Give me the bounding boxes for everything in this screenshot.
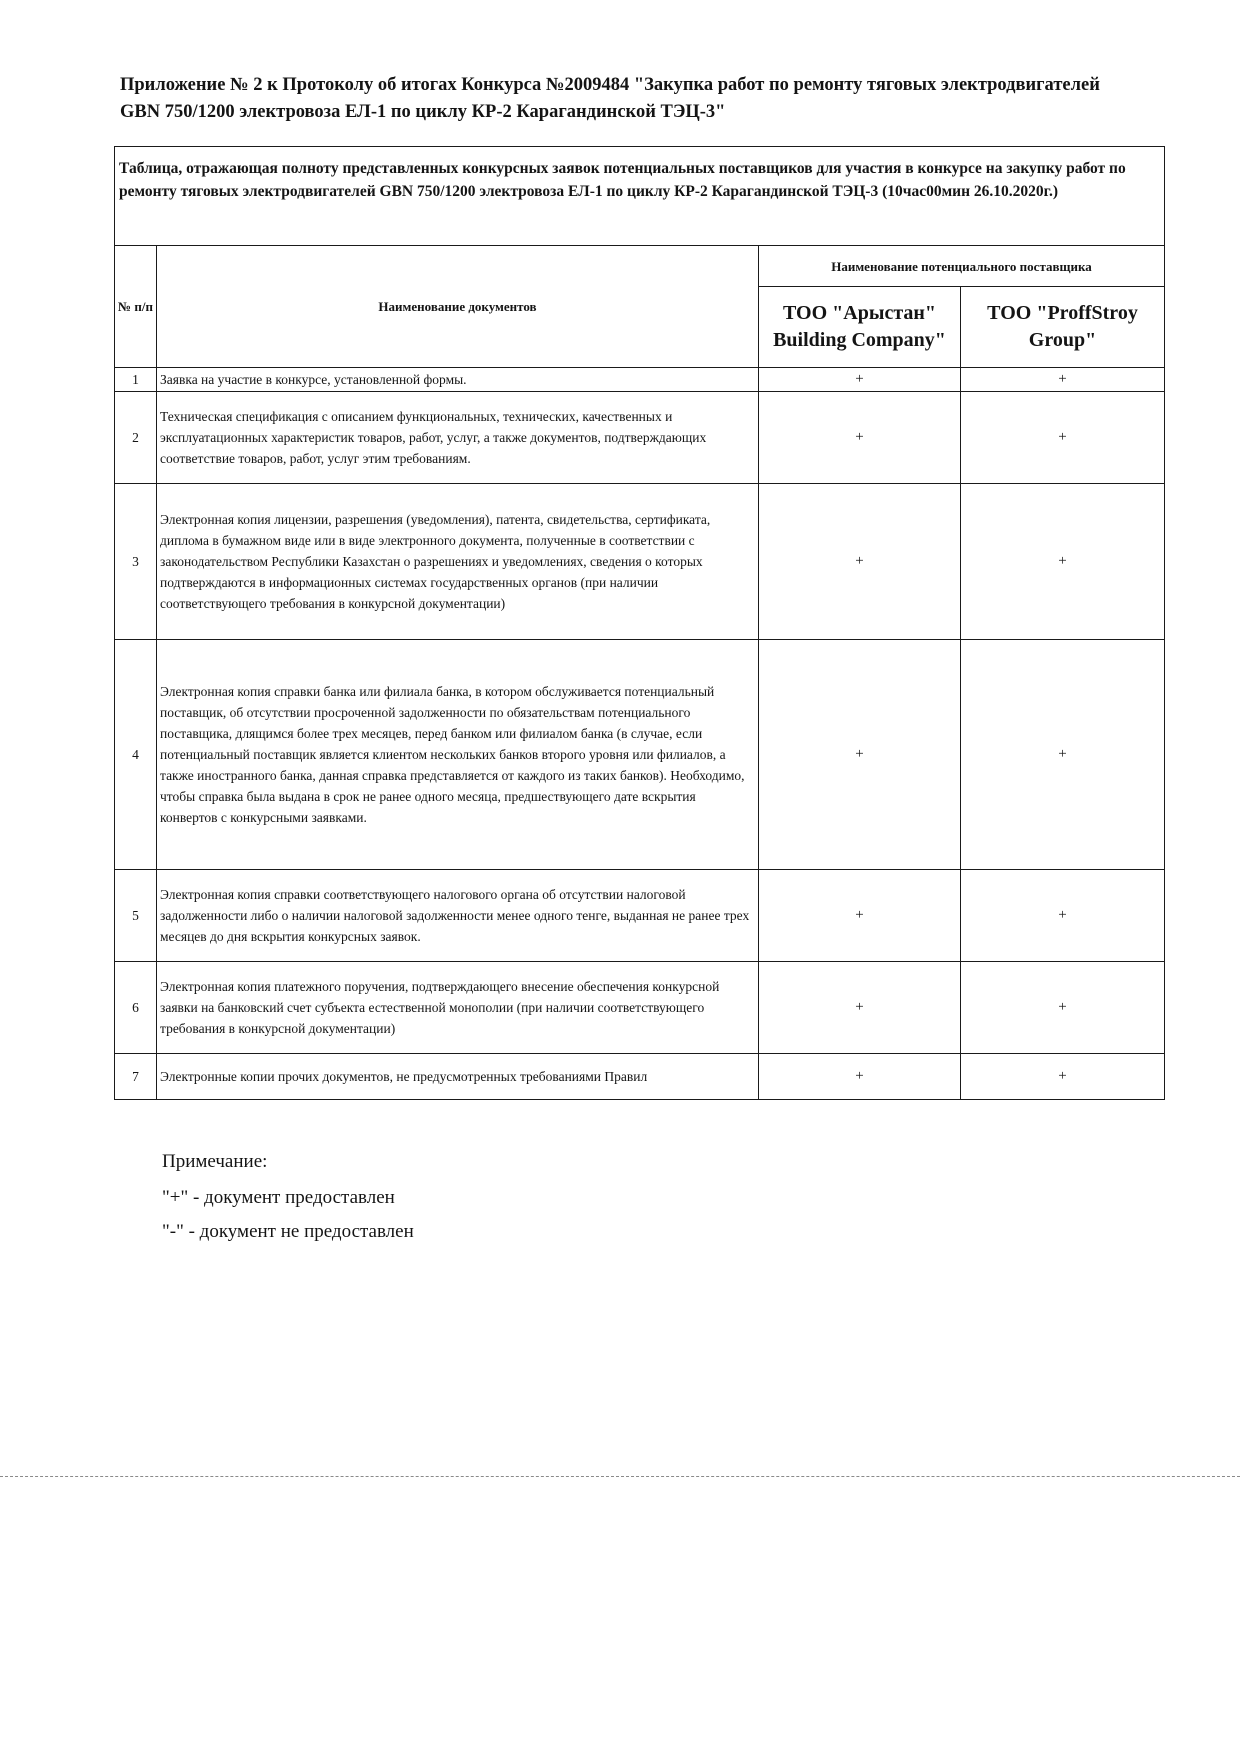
row-mark-supplier-2: +: [961, 484, 1165, 640]
row-mark-supplier-1: +: [759, 368, 961, 392]
row-mark-supplier-2: +: [961, 962, 1165, 1054]
table-row: [115, 368, 1165, 392]
note-minus-legend: "-" - документ не предоставлен: [162, 1221, 414, 1242]
column-header-number: № п/п: [115, 246, 157, 368]
column-header-supplier-2: ТОО "ProffStroy Group": [961, 287, 1165, 368]
row-number: 5: [115, 870, 157, 962]
row-mark-supplier-2: +: [961, 392, 1165, 484]
row-document-name: Заявка на участие в конкурсе, установленной формы.: [157, 368, 759, 392]
table-row: [115, 484, 1165, 640]
row-mark-supplier-1: +: [759, 870, 961, 962]
row-mark-supplier-1: +: [759, 392, 961, 484]
row-document-name: Электронная копия справки банка или филиала банка, в котором обслуживается потенциальный поставщик, об отсутствии просроченной задолженности по обязательствам потенциального поставщика, длящимся более трех месяцев, перед банком или филиалом банка (в случае, если потенциальный поставщик является клиентом нескольких банков второго уровня или филиалов, а также иностранного банка, данная справка представляется от каждого из таких банков). Необходимо, чтобы справка была выдана в срок не ранее одного месяца, предшествующего дате вскрытия конвертов с конкурсными заявками.: [157, 640, 759, 870]
row-number: 7: [115, 1054, 157, 1100]
row-mark-supplier-1: +: [759, 962, 961, 1054]
column-header-supplier-group: Наименование потенциального поставщика: [759, 246, 1165, 287]
row-number: 2: [115, 392, 157, 484]
row-mark-supplier-1: +: [759, 1054, 961, 1100]
document-completeness-table: [114, 146, 1165, 1100]
column-header-documents: Наименование документов: [157, 246, 759, 368]
column-header-supplier-1: ТОО "Арыстан" Building Company": [759, 287, 961, 368]
row-number: 6: [115, 962, 157, 1054]
row-mark-supplier-1: +: [759, 640, 961, 870]
row-document-name: Электронная копия платежного поручения, подтверждающего внесение обеспечения конкурсной заявки на банковский счет субъекта естественной монополии (при наличии соответствующего требования в конкурсной документации): [157, 962, 759, 1054]
row-mark-supplier-2: +: [961, 870, 1165, 962]
table-row: [115, 870, 1165, 962]
row-document-name: Электронные копии прочих документов, не предусмотренных требованиями Правил: [157, 1054, 759, 1100]
table-caption: Таблица, отражающая полноту представленных конкурсных заявок потенциальных поставщиков для участия в конкурсе на закупку работ по ремонту тяговых электродвигателей GBN 750/1200 электровоза ЕЛ-1 по циклу КР-2 Карагандинской ТЭЦ-3 (10час00мин 26.10.2020г.): [115, 147, 1165, 246]
note-plus-legend: "+" - документ предоставлен: [162, 1187, 395, 1208]
row-mark-supplier-1: +: [759, 484, 961, 640]
row-document-name: Электронная копия справки соответствующего налогового органа об отсутствии налоговой задолженности либо о наличии налоговой задолженности менее одного тенге, выданная не ранее трех месяцев до дня вскрытия конкурсных заявок.: [157, 870, 759, 962]
table-row: [115, 392, 1165, 484]
table-row: [115, 962, 1165, 1054]
table-caption-row: [115, 147, 1165, 246]
notes-title: Примечание:: [162, 1151, 268, 1172]
row-number: 1: [115, 368, 157, 392]
row-number: 4: [115, 640, 157, 870]
row-number: 3: [115, 484, 157, 640]
page-cut-line: [0, 1476, 1240, 1477]
row-mark-supplier-2: +: [961, 640, 1165, 870]
row-document-name: Техническая спецификация с описанием функциональных, технических, качественных и эксплуатационных характеристик товаров, работ, услуг, а также документов, подтверждающих соответствие товаров, работ, услуг этим требованиям.: [157, 392, 759, 484]
table-header-row: [115, 246, 1165, 287]
row-document-name: Электронная копия лицензии, разрешения (уведомления), патента, свидетельства, сертификата, диплома в бумажном виде или в виде электронного документа, полученные в соответствии с законодательством Республики Казахстан о разрешениях и уведомлениях, сведения о которых подтверждаются в информационных системах государственных органов (при наличии соответствующего требования в конкурсной документации): [157, 484, 759, 640]
row-mark-supplier-2: +: [961, 1054, 1165, 1100]
row-mark-supplier-2: +: [961, 368, 1165, 392]
table-row: [115, 640, 1165, 870]
table-row: [115, 1054, 1165, 1100]
page-title: Приложение № 2 к Протоколу об итогах Конкурса №2009484 "Закупка работ по ремонту тяговых электродвигателей GBN 750/1200 электровоза ЕЛ-1 по циклу КР-2 Карагандинской ТЭЦ-3": [120, 75, 1100, 122]
notes-section: [162, 1145, 414, 1249]
